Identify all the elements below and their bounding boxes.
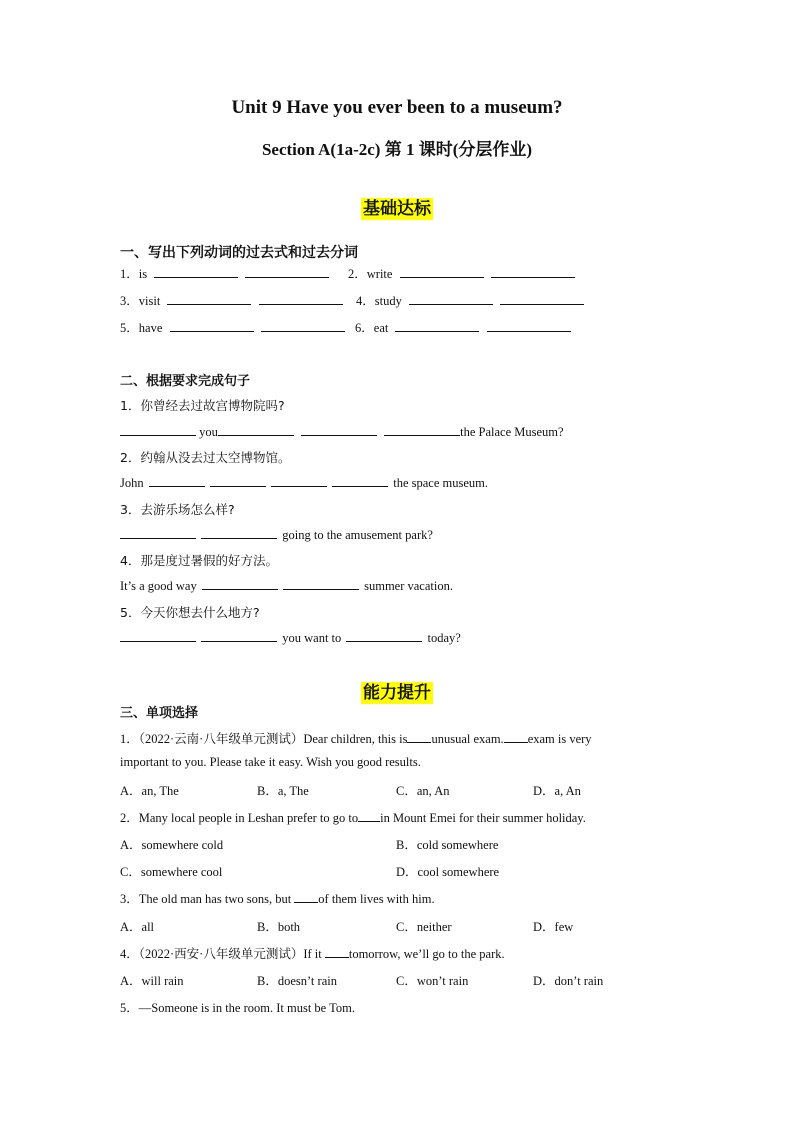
part2-q2-prompt: 2．约翰从没去过太空博物馆。 <box>120 450 291 465</box>
part3-q1-line1: 1．（2022·云南·八年级单元测试）Dear children, this is unusual exam. exam is very <box>120 732 592 746</box>
option-b[interactable]: B．cold somewhere <box>396 838 499 852</box>
option-b[interactable]: B．a, The <box>257 784 309 798</box>
blank[interactable] <box>500 292 584 305</box>
option-a[interactable]: A．an, The <box>120 784 179 798</box>
banner-basic <box>0 194 794 219</box>
blank[interactable] <box>259 292 343 305</box>
blank[interactable] <box>346 629 422 642</box>
page-subtitle: Section A(1a-2c) 第 1 课时(分层作业) <box>261 140 533 159</box>
blank[interactable] <box>332 474 388 487</box>
option-c[interactable]: C．won’t rain <box>396 974 469 988</box>
option-d[interactable]: D．few <box>533 920 574 934</box>
blank[interactable] <box>201 526 277 539</box>
part1-item-2: 2．write <box>348 264 575 282</box>
banner-advanced-label: 能力提升 <box>363 683 431 703</box>
blank[interactable] <box>154 265 238 278</box>
option-c[interactable]: C．an, An <box>396 784 450 798</box>
blank[interactable] <box>271 474 327 487</box>
part1-item-5: 5．have <box>120 318 345 336</box>
option-c[interactable]: C．neither <box>396 920 452 934</box>
part3-q1-line2: important to you. Please take it easy. Wish you good results. <box>120 755 421 769</box>
part2-q2-answer: John the space museum. <box>120 476 489 490</box>
part3-q4-stem: 4．（2022·西安·八年级单元测试）If it tomorrow, we’ll go to the park. <box>120 947 505 961</box>
blank[interactable] <box>395 319 479 332</box>
banner-basic-label: 基础达标 <box>363 199 431 219</box>
part2-q1-prompt: 1．你曾经去过故宫博物院吗? <box>120 398 285 413</box>
page-title: Unit 9 Have you ever been to a museum? <box>231 97 563 118</box>
blank[interactable] <box>170 319 254 332</box>
option-b[interactable]: B．both <box>257 920 301 934</box>
blank[interactable] <box>149 474 205 487</box>
blank[interactable] <box>409 292 493 305</box>
blank[interactable] <box>487 319 571 332</box>
blank[interactable] <box>301 423 377 436</box>
part2-q5-prompt: 5．今天你想去什么地方? <box>120 605 260 620</box>
blank[interactable] <box>218 423 294 436</box>
banner-advanced <box>0 678 794 703</box>
option-c[interactable]: C．somewhere cool <box>120 865 223 879</box>
blank[interactable] <box>325 945 349 958</box>
part2-q3-prompt: 3．去游乐场怎么样? <box>120 502 235 517</box>
part1-item-4: 4．study <box>356 291 584 309</box>
part3-q5-stem: 5．—Someone is in the room. It must be Tom. <box>120 1001 355 1015</box>
option-b[interactable]: B．doesn’t rain <box>257 974 337 988</box>
option-a[interactable]: A．will rain <box>120 974 184 988</box>
part2-q1-answer: you the Palace Museum? <box>120 423 564 440</box>
option-a[interactable]: A．all <box>120 920 155 934</box>
part1-item-1: 1．is <box>120 264 329 282</box>
part3-q3-stem: 3．The old man has two sons, but of them lives with him. <box>120 892 435 906</box>
blank[interactable] <box>384 423 460 436</box>
blank[interactable] <box>120 423 196 436</box>
blank[interactable] <box>358 809 380 822</box>
blank[interactable] <box>201 629 277 642</box>
part3-heading: 三、单项选择 <box>120 706 199 721</box>
part3-q2-stem: 2．Many local people in Leshan prefer to go to in Mount Emei for their summer holiday. <box>120 811 586 825</box>
blank[interactable] <box>167 292 251 305</box>
blank[interactable] <box>504 730 528 743</box>
option-d[interactable]: D．cool somewhere <box>396 865 500 879</box>
part1-heading: 一、写出下列动词的过去式和过去分词 <box>120 245 358 261</box>
option-d[interactable]: D．a, An <box>533 784 581 798</box>
blank[interactable] <box>120 526 196 539</box>
blank[interactable] <box>283 577 359 590</box>
blank[interactable] <box>400 265 484 278</box>
blank[interactable] <box>210 474 266 487</box>
blank[interactable] <box>202 577 278 590</box>
part2-q4-prompt: 4．那是度过暑假的好方法。 <box>120 553 278 568</box>
option-d[interactable]: D．don’t rain <box>533 974 604 988</box>
part1-item-3: 3．visit <box>120 291 343 309</box>
blank[interactable] <box>407 730 431 743</box>
part2-q5-answer: you want to today? <box>120 629 461 646</box>
blank[interactable] <box>245 265 329 278</box>
part1-item-6: 6．eat <box>355 318 571 336</box>
part2-heading: 二、根据要求完成句子 <box>120 374 251 389</box>
option-a[interactable]: A．somewhere cold <box>120 838 224 852</box>
blank[interactable] <box>120 629 196 642</box>
blank[interactable] <box>294 890 318 903</box>
blank[interactable] <box>491 265 575 278</box>
part2-q3-answer: going to the amusement park? <box>120 526 433 543</box>
blank[interactable] <box>261 319 345 332</box>
part2-q4-answer: It’s a good way summer vacation. <box>120 579 453 593</box>
